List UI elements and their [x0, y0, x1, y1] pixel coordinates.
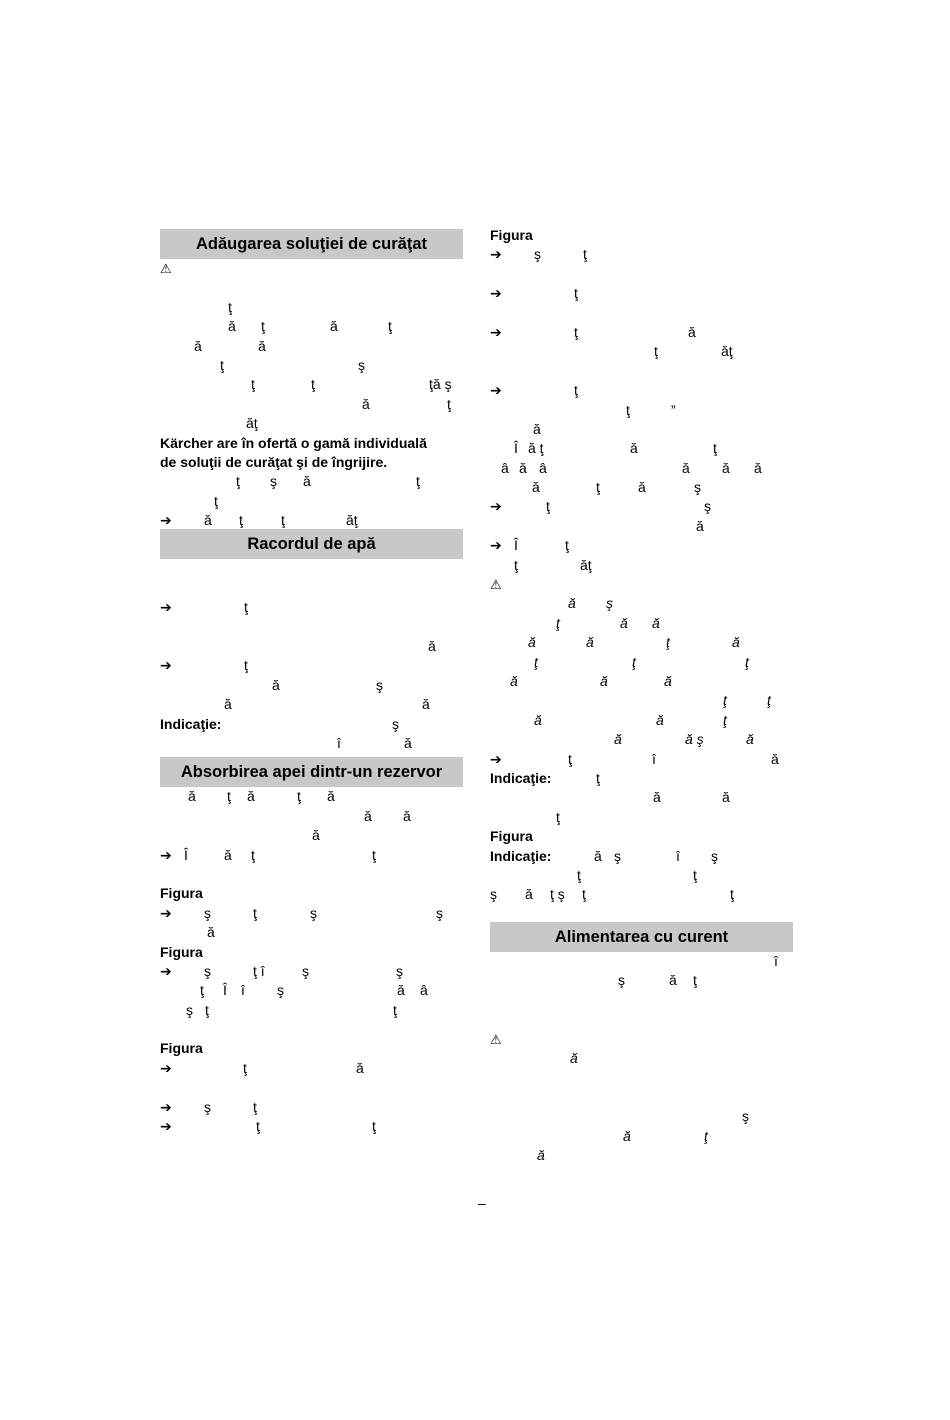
text-line: ă ă ş ă — [614, 731, 754, 748]
text-line: ă ă — [224, 696, 430, 713]
warning-icon: ⚠ — [490, 1031, 502, 1047]
warning-icon: ⚠ — [160, 261, 172, 276]
text-line: ş ă ţ — [618, 972, 697, 989]
arrow-icon: ➔ — [490, 498, 502, 515]
text-line: ă ă ţ — [534, 711, 727, 728]
text-line: ă ă ă — [510, 672, 672, 689]
warning-line — [160, 259, 463, 278]
warning-line — [490, 575, 793, 594]
text-line: ţ Î î ş ă â — [200, 982, 428, 999]
warning-icon: ⚠ — [490, 577, 502, 593]
text-line: ţ ” — [626, 401, 676, 418]
step-line: ➔ ţ ă — [490, 323, 793, 342]
text-line: ă ţ ă ş — [532, 479, 701, 496]
note-line: Indicaţie: ţ — [490, 769, 793, 788]
text-line: ă — [312, 827, 320, 844]
text-line: ă — [533, 420, 541, 437]
arrow-icon: ➔ — [490, 246, 502, 263]
text-line: ş ă ţ ş ţ ţ — [490, 886, 734, 903]
note-line: Indicaţie: ă ş î ş — [490, 847, 793, 866]
text-line: ţ ţ — [723, 692, 771, 709]
arrow-icon: ➔ — [160, 599, 172, 616]
arrow-icon: ➔ — [160, 962, 172, 979]
text-line: î — [774, 953, 778, 970]
text-line: ş — [742, 1108, 749, 1125]
note-line: Indicaţie: ş — [160, 715, 463, 734]
figure-label: Figura — [160, 885, 203, 902]
text-line: ă ţ — [362, 395, 451, 412]
text-line: ă — [537, 1146, 545, 1163]
step-line: ➔ ţ î ă — [490, 750, 793, 769]
step-line: ➔ Î ţ — [490, 536, 793, 555]
arrow-icon: ➔ — [160, 846, 172, 863]
arrow-icon: ➔ — [490, 537, 502, 554]
karcher-note-line-2: de soluţii de curăţat şi de îngrijire. — [160, 453, 388, 470]
text-line: ăţ — [246, 415, 258, 432]
step-line: ➔ ş ţ î ş ş — [160, 962, 463, 981]
step-line: ➔ ţ — [160, 598, 463, 617]
text-line: ă — [207, 924, 215, 941]
step-line: ➔ ţ ă — [160, 1059, 463, 1078]
section-heading-cleaning-solution: Adăugarea soluţiei de curăţat — [160, 229, 463, 259]
text-line: ă ă — [653, 789, 730, 806]
arrow-icon: ➔ — [160, 904, 172, 921]
text-line: ţ — [556, 808, 560, 825]
step-line: ➔ ş ţ ş ş — [160, 904, 463, 923]
text-line: Î ă ţ ă ţ — [514, 440, 717, 457]
step-line: ➔ ş ţ — [490, 245, 793, 264]
section-heading-power-supply: Alimentarea cu curent — [490, 922, 793, 952]
text-line: ţ — [228, 298, 232, 315]
text-line: ş ţ ţ — [186, 1001, 397, 1018]
text-line: ă — [696, 517, 704, 534]
arrow-icon: ➔ — [160, 512, 172, 529]
arrow-icon: ➔ — [490, 323, 502, 340]
text-line: ţ ăţ — [514, 556, 592, 573]
text-line: â ă â ă ă ă — [501, 459, 762, 476]
text-line: ă ţ — [623, 1127, 708, 1144]
arrow-icon: ➔ — [490, 382, 502, 399]
note-label: Indicaţie: — [160, 715, 222, 732]
step-line: ➔ ş ţ — [160, 1098, 463, 1117]
arrow-icon: ➔ — [160, 1098, 172, 1115]
arrow-icon: ➔ — [490, 750, 502, 767]
figure-label: Figura — [160, 1040, 203, 1057]
step-line: ➔ ă ţ ţ ăţ — [160, 511, 463, 530]
text-line: ţ ţ — [577, 866, 697, 883]
section-heading-water-connection: Racordul de apă — [160, 529, 463, 559]
text-line: ţ ş — [220, 356, 365, 373]
arrow-icon: ➔ — [160, 1118, 172, 1135]
note-label: Indicaţie: — [490, 769, 552, 786]
figure-label: Figura — [160, 943, 203, 960]
arrow-icon: ➔ — [490, 285, 502, 302]
step-line: ➔ ţ — [490, 381, 793, 400]
note-label: Indicaţie: — [490, 847, 552, 864]
text-line: ă ţ ă ţ — [228, 318, 392, 335]
figure-label: Figura — [490, 828, 533, 845]
text-line: ă — [428, 638, 436, 655]
text-line: ă — [570, 1050, 578, 1067]
text-line: ţ — [214, 492, 218, 509]
text-line: ă ş — [568, 595, 613, 612]
karcher-note-line-1: Kärcher are în ofertă o gamă individuală — [160, 434, 427, 451]
arrow-icon: ➔ — [160, 657, 172, 674]
arrow-icon: ➔ — [160, 1059, 172, 1076]
text-line: î ă — [337, 734, 412, 751]
text-line: ţ ă ă — [556, 614, 660, 631]
text-line: ţ ăţ — [654, 343, 733, 360]
step-line: ➔ ţ ţ — [160, 1117, 463, 1136]
step-line: ➔ ţ — [490, 284, 793, 303]
text-line: ă ă — [364, 807, 411, 824]
section-heading-tank-suction: Absorbirea apei dintr-un rezervor — [160, 757, 463, 787]
text-line: ă ă ţ ă — [528, 634, 740, 651]
page-number: – — [478, 1195, 486, 1211]
warning-line — [490, 1030, 793, 1049]
step-line: ➔ ţ ş — [490, 497, 793, 516]
step-line: ➔ Î ă ţ ţ — [160, 846, 463, 865]
text-line: ţ ş ă ţ — [236, 473, 420, 490]
text-line: ă ţ ă ţ ă — [188, 788, 335, 805]
figure-label: Figura — [490, 227, 533, 243]
text-line: ă ş — [272, 676, 383, 693]
text-line: ţ ţ ţă ş — [251, 376, 452, 393]
right-column — [490, 226, 793, 1165]
left-column — [160, 226, 463, 1136]
text-line: ă ă — [194, 337, 266, 354]
step-line: ➔ ţ — [160, 656, 463, 675]
text-line: ţ ţ ţ — [534, 653, 749, 670]
